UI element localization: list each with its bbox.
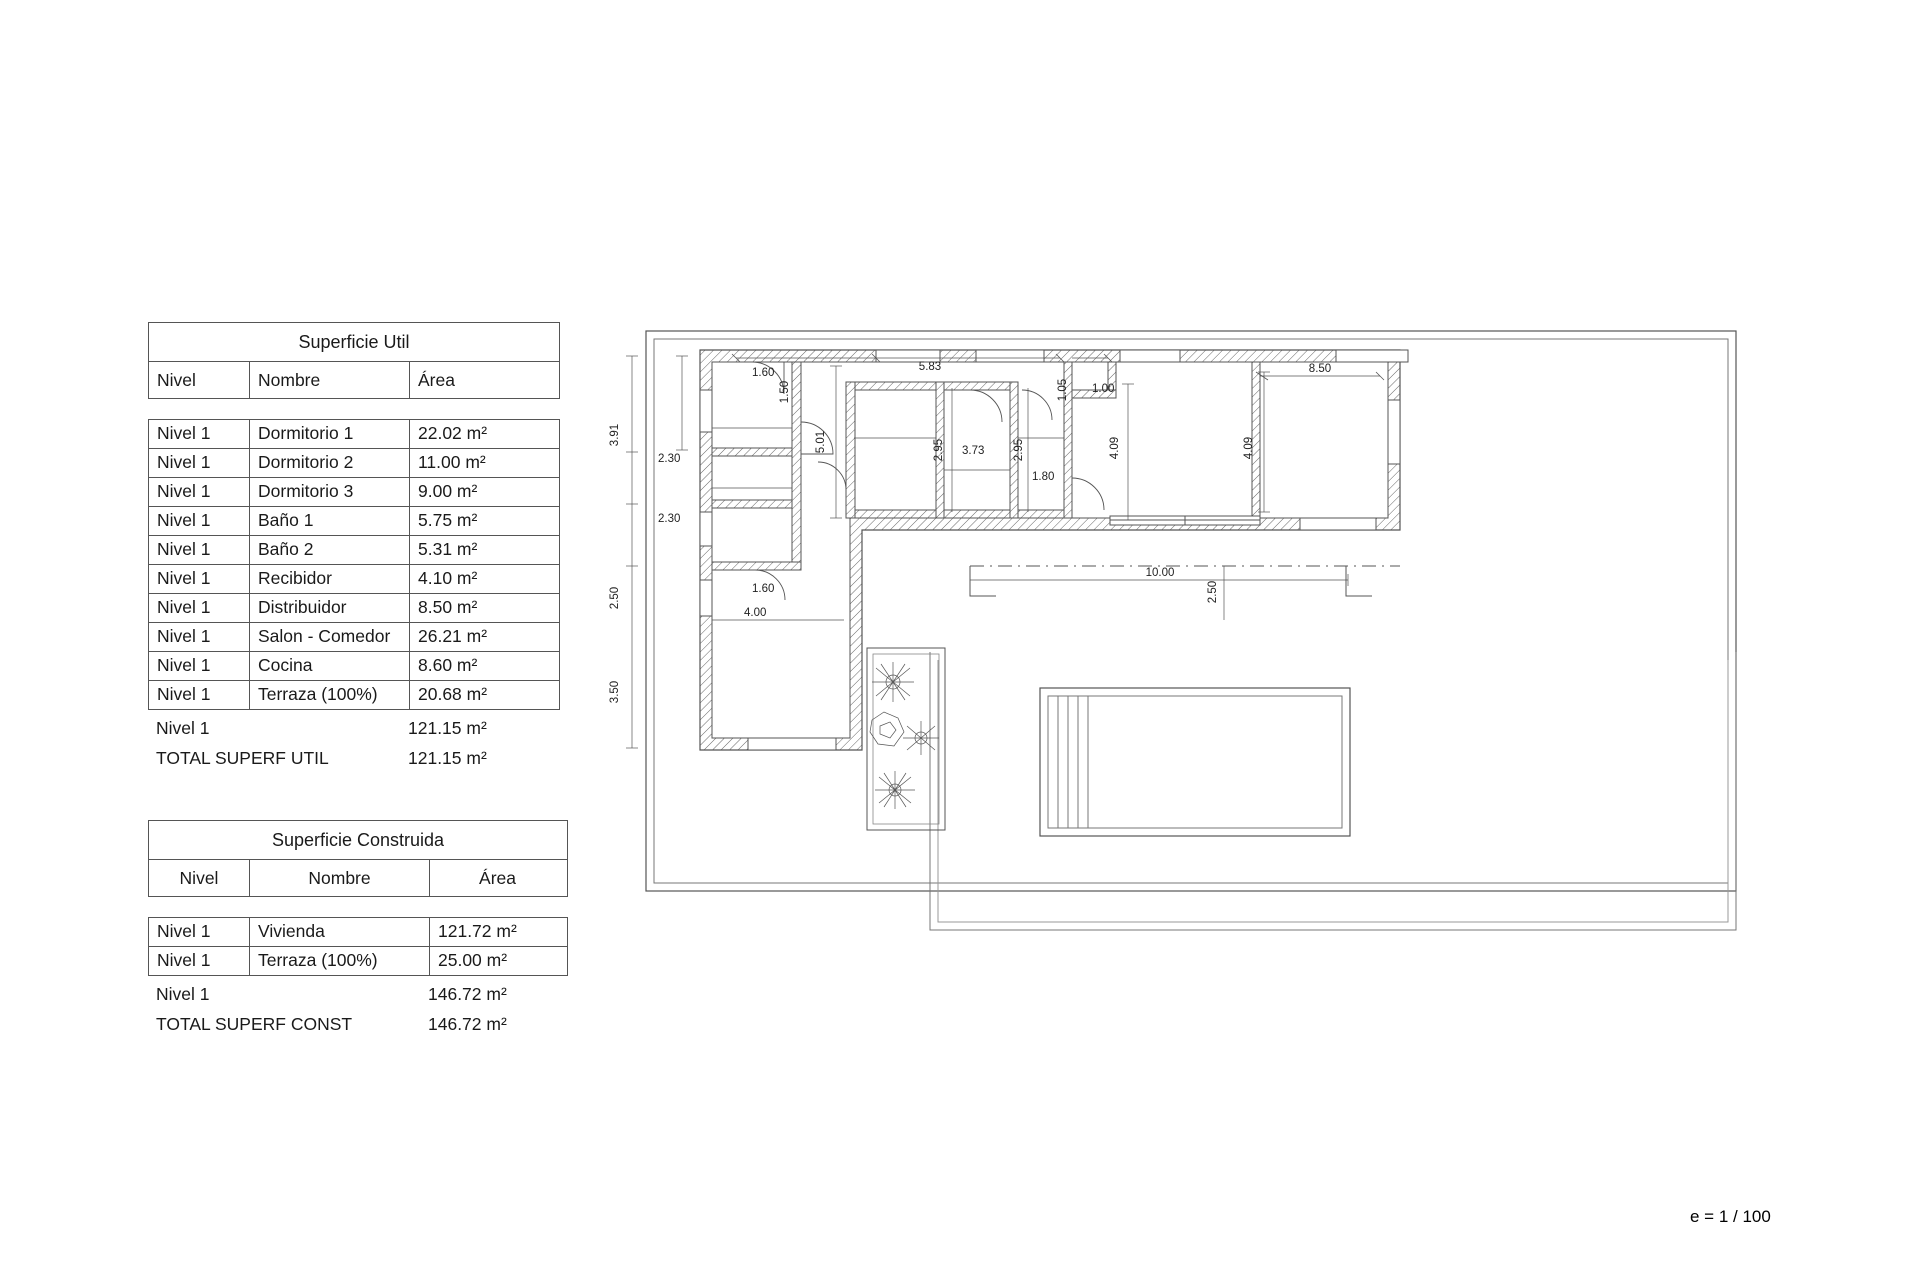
dim-10-00: 10.00 xyxy=(1145,567,1175,579)
dim-1-50: 1.50 xyxy=(779,380,791,404)
cell-nivel: Nivel 1 xyxy=(157,481,211,502)
const-header-nombre: Nombre xyxy=(249,860,429,896)
table-row xyxy=(149,594,559,623)
const-table-title-text: Superficie Construida xyxy=(271,829,445,850)
terrace-outline xyxy=(970,566,1400,596)
const-header-area: Área xyxy=(429,860,565,896)
cell-nivel: Nivel 1 xyxy=(157,539,211,560)
superficie-construida-table xyxy=(148,820,566,1039)
cell-nombre: Terraza (100%) xyxy=(249,681,409,709)
cell-nombre: Baño 1 xyxy=(249,507,409,535)
superficie-util-table xyxy=(148,322,560,773)
cell-nombre: Dormitorio 1 xyxy=(249,420,409,448)
cell-nombre: Baño 2 xyxy=(249,536,409,564)
table-row xyxy=(149,623,559,652)
table-row xyxy=(149,947,567,976)
dim-8-50: 8.50 xyxy=(1308,363,1332,375)
util-table-body xyxy=(148,419,560,710)
cell-nivel: Nivel 1 xyxy=(157,950,211,971)
cell-nombre: Distribuidor xyxy=(249,594,409,622)
util-table-title xyxy=(148,322,560,361)
cell-area: 5.31 m² xyxy=(409,536,559,564)
cell-area: 22.02 m² xyxy=(409,420,559,448)
cell-nombre: Cocina xyxy=(249,652,409,680)
cell-area: 20.68 m² xyxy=(409,681,559,709)
dim-1-60-top: 1.60 xyxy=(752,367,775,379)
cell-nivel: Nivel 1 xyxy=(157,510,211,531)
const-total-label: TOTAL SUPERF CONST xyxy=(156,1013,353,1034)
table-row xyxy=(149,507,559,536)
garden-planter xyxy=(867,648,945,830)
dim-2-95-b: 2.95 xyxy=(1013,438,1025,462)
util-subtotal-area: 121.15 m² xyxy=(408,717,487,738)
cell-nombre: Terraza (100%) xyxy=(249,947,429,975)
dim-4-09-a: 4.09 xyxy=(1109,436,1121,460)
const-table-header-row xyxy=(148,859,568,897)
scale-note: e = 1 / 100 xyxy=(1690,1207,1771,1226)
cell-nombre: Recibidor xyxy=(249,565,409,593)
cell-nombre: Dormitorio 3 xyxy=(249,478,409,506)
cell-nivel: Nivel 1 xyxy=(157,626,211,647)
util-header-nivel: Nivel xyxy=(157,369,196,390)
table-row xyxy=(149,420,559,449)
cell-nivel: Nivel 1 xyxy=(157,597,211,618)
dim-2-50-left: 2.50 xyxy=(609,586,621,610)
const-table-title xyxy=(148,820,568,859)
dim-4-09-b: 4.09 xyxy=(1243,436,1255,460)
table-row xyxy=(149,449,559,478)
floor-plan-drawing xyxy=(609,330,1760,1030)
dim-1-80: 1.80 xyxy=(1032,471,1055,483)
dim-5-83: 5.83 xyxy=(918,361,942,373)
cell-area: 9.00 m² xyxy=(409,478,559,506)
pool-area-boundary xyxy=(930,652,1736,930)
table-row xyxy=(149,565,559,594)
util-total-label: TOTAL SUPERF UTIL xyxy=(156,747,329,768)
cell-nivel: Nivel 1 xyxy=(157,655,211,676)
cell-area: 8.50 m² xyxy=(409,594,559,622)
cell-area: 25.00 m² xyxy=(429,947,565,975)
dim-3-91: 3.91 xyxy=(609,423,621,447)
cell-area: 11.00 m² xyxy=(409,449,559,477)
cell-nombre: Salon - Comedor xyxy=(249,623,409,651)
table-row xyxy=(149,918,567,947)
dim-2-95-a: 2.95 xyxy=(933,438,945,462)
cell-area: 4.10 m² xyxy=(409,565,559,593)
table-row xyxy=(149,478,559,507)
dim-3-50: 3.50 xyxy=(609,680,621,704)
const-header-nivel: Nivel xyxy=(179,867,219,888)
table-row xyxy=(149,681,559,710)
dim-1-00: 1.00 xyxy=(1092,383,1115,395)
const-subtotal-row xyxy=(148,979,566,1009)
cell-area: 26.21 m² xyxy=(409,623,559,651)
dim-5-01: 5.01 xyxy=(815,430,827,454)
dim-3-73: 3.73 xyxy=(962,445,985,457)
const-total-row xyxy=(148,1009,566,1039)
util-header-nombre: Nombre xyxy=(249,362,409,398)
cell-nivel: Nivel 1 xyxy=(157,423,211,444)
cell-nivel: Nivel 1 xyxy=(157,921,211,942)
cell-nombre: Dormitorio 2 xyxy=(249,449,409,477)
dim-2-50-right: 2.50 xyxy=(1207,580,1219,604)
util-subtotal-nivel: Nivel 1 xyxy=(156,717,210,738)
const-subtotal-area: 146.72 m² xyxy=(428,983,507,1004)
cell-area: 5.75 m² xyxy=(409,507,559,535)
cell-nivel: Nivel 1 xyxy=(157,452,211,473)
swimming-pool xyxy=(1040,688,1350,836)
dim-2-30-a: 2.30 xyxy=(658,453,681,465)
dim-1-05: 1.05 xyxy=(1057,378,1069,402)
const-subtotal-nivel: Nivel 1 xyxy=(156,983,210,1004)
const-total-area: 146.72 m² xyxy=(428,1013,507,1034)
util-subtotal-row xyxy=(148,713,560,743)
util-table-title-text: Superficie Util xyxy=(298,331,410,352)
cell-area: 8.60 m² xyxy=(409,652,559,680)
util-total-row xyxy=(148,743,560,773)
util-total-area: 121.15 m² xyxy=(408,747,487,768)
cell-nombre: Vivienda xyxy=(249,918,429,946)
dim-2-30-b: 2.30 xyxy=(658,513,681,525)
util-header-area: Área xyxy=(409,362,559,398)
util-table-header-row xyxy=(148,361,560,399)
cell-area: 121.72 m² xyxy=(429,918,565,946)
dim-1-60-left: 1.60 xyxy=(752,583,775,595)
dim-4-00: 4.00 xyxy=(744,607,767,619)
table-row xyxy=(149,652,559,681)
cell-nivel: Nivel 1 xyxy=(157,568,211,589)
const-table-body xyxy=(148,917,568,976)
table-row xyxy=(149,536,559,565)
cell-nivel: Nivel 1 xyxy=(157,684,211,705)
